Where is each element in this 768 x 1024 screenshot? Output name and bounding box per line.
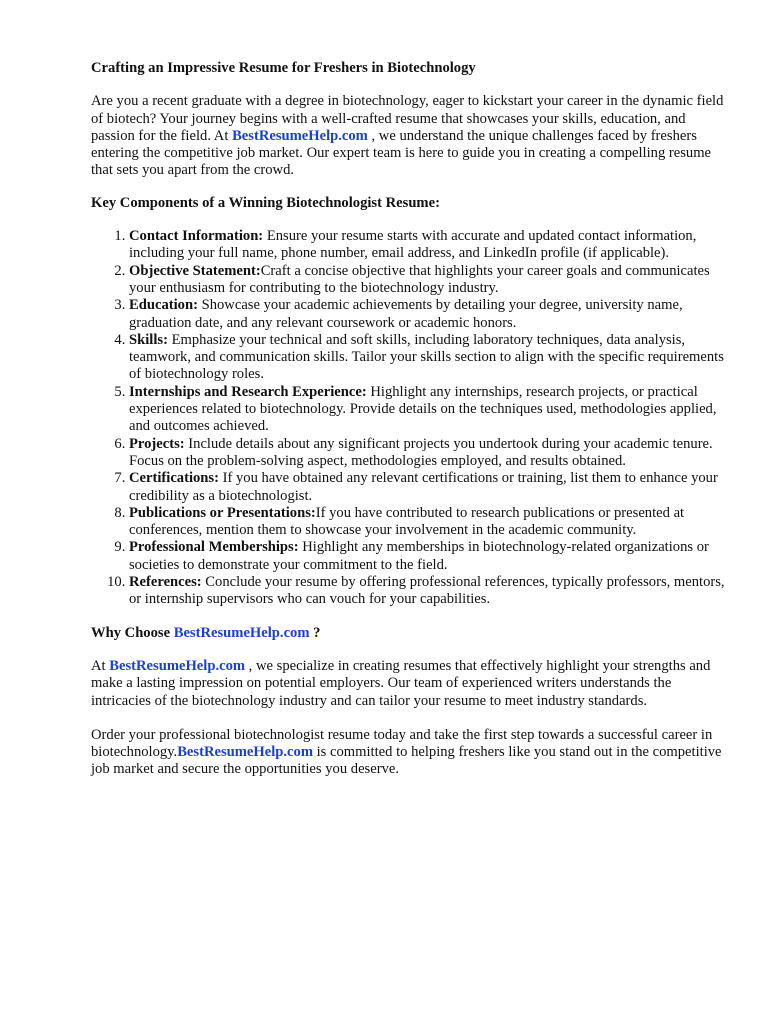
components-heading: Key Components of a Winning Biotechnologist Resume: [91, 194, 440, 211]
component-item [129, 263, 728, 298]
why-heading-start: Why Choose [91, 624, 174, 641]
why-choose-heading [91, 625, 728, 642]
intro-text-end: , we understand the unique challenges faced by freshers entering the competitive job market. Our expert team is here to guide you in creating a compelling resume that sets you apart from the crowd. [91, 127, 712, 179]
component-text: Ensure your resume starts with accurate and updated contact information, including your full name, phone number, email address, and LinkedIn profile (if applicable). [129, 228, 697, 262]
component-term: Education: [129, 297, 198, 314]
component-item [129, 574, 728, 609]
component-text: Conclude your resume by offering professional references, typically professors, mentors, or internship supervisors who can vouch for your capabilities. [129, 574, 725, 608]
component-text: Highlight any internships, research projects, or practical experiences related to biotechnology. Provide details on the techniques used, methodologies applied, and outcomes achieved. [129, 383, 717, 435]
component-term: References: [129, 574, 202, 591]
component-text: Highlight any memberships in biotechnology-related organizations or societies to demonstrate your commitment to the field. [129, 539, 709, 573]
why-heading-end: ? [309, 624, 321, 641]
component-term: Contact Information: [129, 228, 264, 245]
component-item [129, 505, 728, 540]
component-term: Projects: [129, 435, 185, 452]
bestresumehelp-link-intro[interactable]: BestResumeHelp.com [232, 127, 368, 144]
component-text: If you have contributed to research publications or presented at conferences, mention them to showcase your involvement in the academic community. [129, 504, 685, 539]
component-text: If you have obtained any relevant certifications or training, list them to enhance your credibility as a biotechnologist. [129, 470, 718, 504]
bestresumehelp-link-heading[interactable]: BestResumeHelp.com [173, 624, 310, 641]
component-text: Include details about any significant projects you undertook during your academic tenure. Focus on the problem-solving aspect, methodologies employed, and results obtained. [129, 435, 713, 469]
component-term: Internships and Research Experience: [129, 383, 367, 400]
component-item [129, 332, 728, 384]
why-paragraph [91, 658, 728, 710]
components-list [91, 228, 728, 609]
component-term: Publications or Presentations: [129, 504, 316, 521]
why-text-end: , we specialize in creating resumes that effectively highlight your strengths and make a lasting impression on potential employers. Our team of experienced writers understands the intricacies of the biotechnology industry and can tailor your resume to meet industry standards. [91, 657, 711, 709]
bestresumehelp-link-closing[interactable]: BestResumeHelp.com [177, 744, 313, 761]
component-item [129, 436, 728, 471]
component-text: Showcase your academic achievements by detailing your degree, university name, graduation date, and any relevant coursework or academic honors. [129, 297, 683, 331]
closing-paragraph [91, 727, 728, 779]
component-term: Objective Statement: [129, 262, 261, 279]
component-item [129, 228, 728, 263]
component-item [129, 297, 728, 332]
intro-text-start: Are you a recent graduate with a degree in biotechnology, eager to kickstart your career in the dynamic field of biotech? Your journey begins with a well-crafted resume that showcases your skills, education, and passion for the field. At [91, 93, 724, 144]
component-term: Professional Memberships: [129, 539, 299, 556]
why-text-start: At [91, 657, 110, 674]
intro-paragraph [91, 93, 728, 179]
closing-text-end: is committed to helping freshers like you stand out in the competitive job market and secure the opportunities you deserve. [91, 744, 722, 778]
component-item [129, 539, 728, 574]
component-text: Craft a concise objective that highlights your career goals and communicates your enthusiasm for contributing to the biotechnology industry. [129, 262, 710, 296]
document-title: Crafting an Impressive Resume for Freshers in Biotechnology [91, 60, 476, 76]
closing-text-start: Order your professional biotechnologist resume today and take the first step towards a successful career in biotechnology. [91, 726, 713, 761]
component-text: Emphasize your technical and soft skills, including laboratory techniques, data analysis, teamwork, and communication skills. Tailor your skills section to align with the specific requirements of biotechnology roles. [129, 331, 724, 383]
bestresumehelp-link-why[interactable]: BestResumeHelp.com [109, 657, 246, 674]
component-item [129, 470, 728, 505]
component-term: Certifications: [129, 470, 219, 487]
component-item [129, 384, 728, 436]
component-term: Skills: [129, 331, 168, 348]
